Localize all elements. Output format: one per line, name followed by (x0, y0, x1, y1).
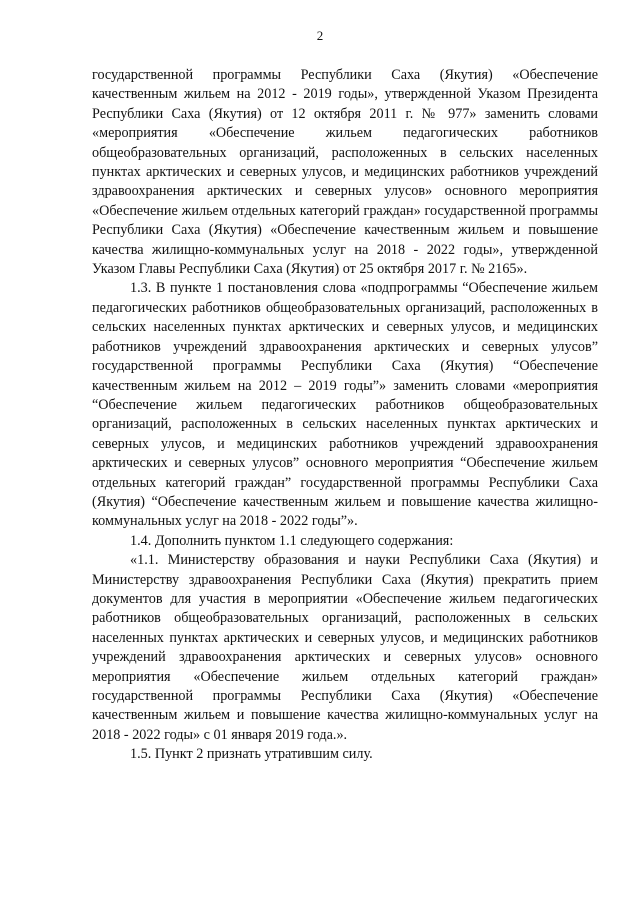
paragraph-1-4: 1.4. Дополнить пунктом 1.1 следующего содержания: (130, 532, 454, 549)
page-number: 2 (316, 28, 324, 43)
paragraph-continuation: государственной программы Республики Саха (Якутия) «Обеспечение качественным жильем на 2012 - 2019 годы», утвержденной Указом Президента Республики Саха (Якутия) от 12 октября 2011 г. № 977» заменить словами «мероприятия «Обеспечение жильем педагогических работников общеобразовательных организаций, расположенных в сельских населенных пунктах арктических и северных улусов, и медицинских работников учреждений здравоохранения арктических и северных улусов» основного мероприятия «Обеспечение жильем отдельных категорий граждан» государственной программы Республики Саха (Якутия) «Обеспечение качественным жильем и повышение качества жилищно-коммунальных услуг на 2018 - 2022 годы», утвержденной Указом Главы Республики Саха (Якутия) от 25 октября 2017 г. № 2165». (92, 67, 598, 278)
paragraph-1-1-quote: «1.1. Министерству образования и науки Республики Саха (Якутия) и Министерству здравоохранения Республики Саха (Якутия) прекратить прием документов для участия в мероприятии «Обеспечение жильем педагогических работников общеобразовательных организаций, расположенных в сельских населенных пунктах арктических и северных улусов, и медицинских работников учреждений здравоохранения арктических и северных улусов» основного мероприятия «Обеспечение жильем отдельных категорий граждан» государственной программы Республики Саха (Якутия) «Обеспечение качественным жильем и повышение качества жилищно-коммунальных услуг на 2018 - 2022 годы» с 01 января 2019 года.». (92, 552, 598, 743)
document-body (92, 66, 598, 765)
paragraph-1-3: 1.3. В пункте 1 постановления слова «подпрограммы “Обеспечение жильем педагогических работников общеобразовательных организаций, расположенных в сельских населенных пунктах арктических и северных улусов, и медицинских работников учреждений здравоохранения арктических и северных улусов” государственной программы Республики Саха (Якутия) “Обеспечение качественным жильем на 2012 – 2019 годы”» заменить словами «мероприятия “Обеспечение жильем педагогических работников общеобразовательных организаций, расположенных в сельских населенных пунктах арктических и северных улусов, и медицинских работников учреждений здравоохранения арктических и северных улусов” основного мероприятия “Обеспечение жильем отдельных категорий граждан” государственной программы Республики Саха (Якутия) “Обеспечение качественным жильем и повышение качества жилищно-коммунальных услуг на 2018 - 2022 годы”». (92, 280, 598, 530)
paragraph-1-5: 1.5. Пункт 2 признать утратившим силу. (130, 746, 373, 763)
